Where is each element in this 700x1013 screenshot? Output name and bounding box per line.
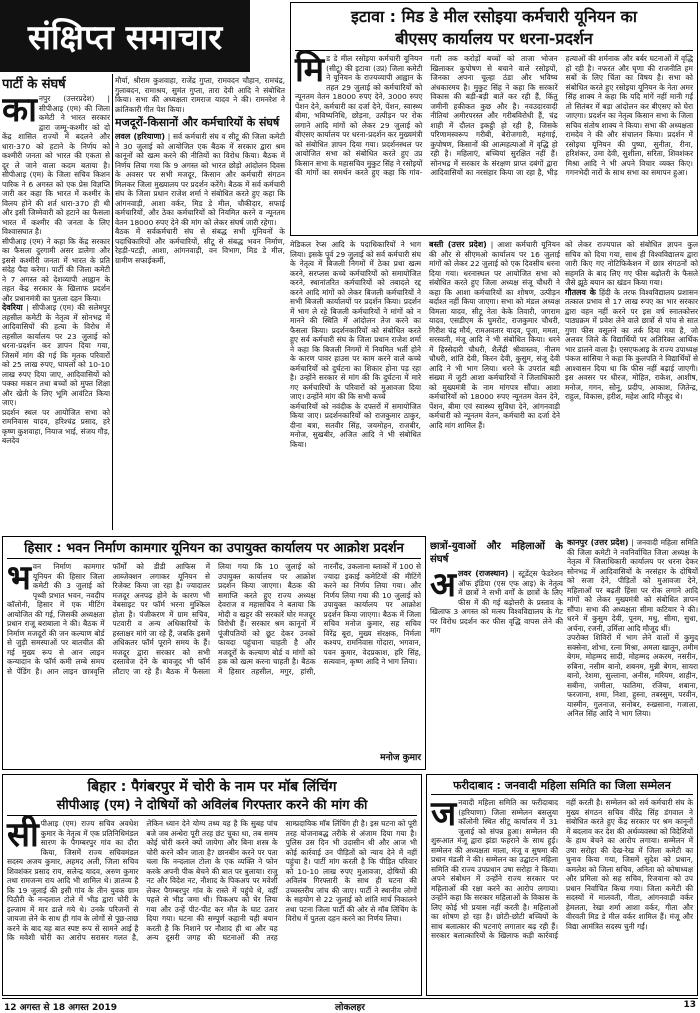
briefs-continuation-b	[565, 240, 698, 534]
kanpur-body: | जनवादी महिला समिति की जिला कमेटी ने नवनिर्वाचित जिला अध्यक्ष के नेतृत्व में जिलाधिकारी कार्यालय पर धरना देकर सोनभद्र में आदिवासियों के नरसंहार के दोषियों को सजा देने, पीड़ितों को मुआवजा देने, महिलाओं पर बढ़ती हिंसा पर रोक लगाने आदि मांगों को लेकर मुख्यमंत्री को संबोधित ज्ञापन सौंपा। सभा की अध्यक्षता सीमा कटियार ने की। धरने में कुसुम देवी, पूनम, मधु, सीमा, सुधा, अर्चना, रजनी, उर्मिला आदि मौजूद थीं।	[567, 538, 698, 633]
alwar-dropcap: अ	[430, 565, 456, 605]
alwar-body: | स्टूडेंट्स फेडरेशन ऑफ इंडिया (एस एफ आइ) के नेतृत्व में छात्रों ने सभी वर्गों के छात्रों के लिए फीस में की गई बढ़ोत्तरी के प्रस्ताव के खिलाफ 3 अगस्त को मत्स्य विश्वविद्यालय के गेट पर विरोध प्रदर्शन कर फीस वृद्धि वापस लेने की मांग	[430, 569, 563, 635]
middle-brief-body-2: बैठक में सर्वकर्मचारी संघ से संबद्ध सभी यूनियनों के पदाधिकारियों और कर्मचारियों, सीटू से संबद्ध भवन निर्माण, रेहड़ी-पटड़ी, आशा, आंगनवाड़ी, वन विभाग, मिड डे मील, ग्रामीण सफाईकर्मी,	[115, 227, 285, 265]
briefs-dateline-gautlav: गौतलव के	[565, 287, 596, 297]
bihar-headline-line1: बिहार : पैगंबरपुर में चोरी के नाम पर मॉब लिंचिंग	[87, 779, 337, 795]
section-title: संक्षिप्त समाचार	[0, 0, 250, 72]
alwar-dateline: लवर (राजस्थान)	[457, 569, 509, 578]
kanpur-dateline: कानपुर (उत्तर प्रदेश)	[567, 538, 629, 547]
hisar-story-body	[7, 558, 421, 750]
footer-paper-name: लोकलहर	[335, 1003, 365, 1012]
middle-brief-headline: मजदूरों-किसानों और कर्मचारियों के संघर्ष	[115, 116, 280, 129]
left-brief-dropcap: का	[2, 90, 37, 130]
bihar-dropcap: सी	[7, 815, 39, 855]
etawah-body: ड डे मील रसोइया कर्मचारी यूनियन (सीटू) की इटावा (उप्र) जिला कमेटी ने यूनियन के राज्यव्यापी आह्वान के तहत 29 जुलाई को कर्मचारियों को न्यूनतम वेतन 18000 रुपए देने, 3000 रुपए पेंशन देने, कर्मचारी का दर्जा देने, पेंशन, स्वास्थ्य बीमा, भविष्यनिधि, छोड़ना, उत्पीड़न पर रोक लगाने आदि मांगों को लेकर 29 जुलाई को बीएसए कार्यालय पर धरना-प्रदर्शन कर मुख्यमंत्री को संबोधित ज्ञापन दिया गया। प्रदर्शनस्थल पर आयोजित सभा को संबोधित करते हुए उप्र किसान सभा के महासचिव मुकुट सिंह ने रसोइयों की मांगों का समर्थन करते हुए कहा कि गांव-गली तक करोड़ों बच्चों को ताजा भोजन खिलाकर कुपोषण से बचाने वाले रसोइयों, जिनका अपना चूल्हा ठंडा और भविष्य अंधकारमय है। मुकुट सिंह ने कहा कि सरकारें विकास की बड़ी-बड़ी बातें कर रही हैं, किंतु जमीनी हकीकत कुछ और है। नवउदारवादी नीतियां अमीरपरस्त और गरीबविरोधी हैं, चंद्र शाही में दौलत इकट्ठी हो रही है, जिसके परिणामस्वरूप गरीबी, बेरोजगारी, महंगाई, कुपोषण, किसानों की आत्महत्याओं में वृद्धि हो रही है। महिलाएं, बच्चियां सुरक्षित नहीं हैं। सोनभद्र में सरकार के संरक्षण प्राप्त दबंगों द्वारा आदिवासियों का नरसंहार किया जा रहा है, भीड़ हत्याओं की शर्मनाक और बर्बर घटनाओं में वृद्धि हो रही है। नफरत और घृणा की राजनीति हम सबों के लिए चिंता का विषय है। सभा को संबोधित करते हुए रसोइया यूनियन के नेता अमर सिंह शाक्य ने कहा कि यदि मांगें नहीं मानी गईं तो सितंबर में बड़ा आंदोलन कर बीएसए को घेरा जाएगा। प्रदर्शन का नेतृत्व किसान सभा के जिला सचिव संतोष शाक्य ने किया। सभा की अध्यक्षता रामदेव ने की और संचालन किया। प्रदर्शन में रसोइया यूनियन की पुष्पा, सुनीता, रीना, हरिशंकर, उमा देवी, सुशीला, सरिता, शिवशंकर मिश्रा आदि ने भी अपने विचार व्यक्त किए। गगनभेदी नारों के साथ सभा का समापन हुआ।	[295, 54, 693, 177]
briefs-dateline-basti: बस्ती (उत्तर प्रदेश)	[429, 240, 487, 249]
left-brief-headline: पार्टी के संघर्ष	[2, 77, 66, 92]
bihar-story-body	[7, 815, 417, 987]
footer-rule	[2, 998, 698, 999]
briefs-body-6: हिंदी के तरफ विश्वविद्यालय प्रशासन तत्काल प्रभाव से 17 लाख रुपए का भार सरकार द्वारा वहन नहीं करने पर इस वर्ष स्नातकोत्तर पाठ्यक्रम में प्रवेश लेने वाले छात्रों से पांच से सात गुणा फीस वसूलने का तर्क दिया गया है, जो अलवर जिले के विद्यार्थियों पर अतिरिक्त आर्थिक भार डालने वाला है। एसएफआइ के राज्य उपाध्यक्ष पंकज सांसिया ने कहा कि कुलपति ने विद्यार्थियों से आश्वासन दिया था कि फीस नहीं बढ़ाई जाएगी। इस अवसर पर धीरज, मोहित, राकेश, आशीष, मनोज, गगन, सोनू, प्रदीप, आकाश, जितेन्द्र, राहुल, विकास, हरीश, महेश आदि मौजूद थे।	[565, 287, 698, 401]
briefs-continuation-a	[290, 240, 560, 534]
students-women-briefs	[430, 538, 563, 770]
briefs-body-2: कर्मचारियों को नवंदीक के दफ्तरों में समायोजित किया जाए। प्रदर्शनकारियों को राजकुमार ठाकुर, दीना बत्रा, सतवीर सिंह, जयमोहन, राजबीर, मनोज, सुखबीर, अजित आदि ने भी संबोधित किया।	[290, 401, 421, 449]
briefs-body-1: मेडिकल रेप्स आदि के पदाधिकारियों ने भाग लिया। इसके पूर्व 29 जुलाई को सर्व कर्मचारी संघ के नेतृत्व में बिजली निगमों में ठेका प्रथा खत्म करने, सरप्लस कच्चे कर्मचारियों को समायोजित करने, स्थानांतरित कर्मचारियों को तबादले रद्द करने आदि मांगों को लेकर बिजली कर्मचारियों ने सभी बिजली कार्यालयों पर प्रदर्शन किया। प्रदर्शन में भाग ले रहे बिजली कर्मचारियों ने मांगों को न मानने की स्थिति में आंदोलन तेज करने का फैसला किया। प्रदर्शनकारियों को संबोधित करते हुए सर्व कर्मचारी संघ के जिला प्रधान राजेश शर्मा ने कहा कि बिजली निगमों में नियमित भर्ती होने के कारण पावर हाउस पर काम करने वाले कच्चे कर्मचारियों को दुर्घटना का शिकार होना पड़ रहा है। उन्होंने सरकार से मांग की कि दुर्घटना में मारे गए कर्मचारियों के परिवारों को मुआवजा दिया जाए। उन्होंने मांग की कि सभी कच्चे	[290, 240, 421, 401]
bihar-headline-line2: सीपीआइ (एम) ने दोषियों को अविलंब गिरफ्तार करने की मांग की	[7, 797, 417, 816]
left-brief-body-3: | सीपीआइ (एम) की सलेमपुर तहसील कमेटी के नेतृत्व में सोनभद्र में आदिवासियों की हत्या के विरोध में तहसील कार्यालय पर 23 जुलाई को धरना-प्रदर्शन कर ज्ञापन दिया गया, जिसमें मांग की गई कि मृतक परिवारों को 25 लाख रुपए, घायलों को 10-10 लाख रुपए दिया जाए, आदिवासियों को पक्का मकान तथा बच्चों को मुफ्त शिक्षा और खेती के लिए भूमि आवंटित किया जाए।	[2, 303, 110, 407]
faridabad-body: नवादी महिला समिति का फरीदाबाद (हरियाणा) जिला सम्मेलन बसलुया कॉलोनी स्थित सीटू कार्यालय में 31 जुलाई को संपन्न हुआ। सम्मेलन की शुरूआत मंजू द्वारा झंडा फहराने के साथ हुई। सम्मेलन की अध्यक्षता माला, मंजू व सुषमा की प्रधान मंडली ने की। सम्मेलन का उद्घाटन महिला समिति की राज्य उपप्रधान उषा सरोहा ने किया। अपने संबोधन में उन्होंने राज्य सरकार पर महिलाओं की रक्षा करने का आरोप लगाया। उन्होंने कहा कि सरकार महिलाओं के विकास के लिए कोई भी प्रयास नहीं करती है। महिलाओं का शोषण हो रहा है। छोटी-छोटी बच्चियों के साथ बलात्कार की घटनाएं लगातार बढ़ रही हैं। सरकार बलात्कारियों के खिलाफ कड़ी कार्रवाई नहीं करती है। सम्मेलन को सर्व कर्मचारी संघ के मुख्य संगठन सचिव वीरेंद्र सिंह डंगवाल ने संबोधित करते हुए केंद्र सरकार पर श्रम कानूनों में बदलाव कर देश की अर्थव्यवस्था को विदेशियों के हाथ बेचने का आरोप लगाया। सम्मेलन में उषा सरोहा की देख-रेख में जिला कमेटी का चुनाव किया गया, जिसमें सुदेश को प्रधान, कमलेश को जिला सचिव, अनिता को कोषाध्यक्ष और प्रमिला को सह सचिव, रिजवाना को उप प्रधान निर्वाचित किया गया। जिला कमेटी की सदस्यों में मालवती, गीता, आंगनवाड़ी वर्कर हेमलता, रेखा शर्मा आशा वर्कर, गीता और वीरवती मिड डे मील वर्कर शामिल हैं। मंजू और विद्या आमंत्रित सदस्य चुनी गईं।	[431, 798, 693, 940]
footer-date: 12 अगस्त से 18 अगस्त 2019	[4, 1003, 117, 1012]
faridabad-story-body	[431, 794, 693, 988]
middle-brief-body-1: | सर्व कर्मचारी संघ व सीटू की जिला कमेटी ने 30 जुलाई को आयोजित एक बैठक में सरकार द्वारा श्रम कानूनों को खत्म करने की नीतियों का विरोध किया। बैठक में निर्णय लिया गया कि 9 अगस्त को भारत छोड़ो आंदोलन दिवस के अवसर पर सभी मजदूर, किसान और कर्मचारी संगठन मिलकर जिला मुख्यालय पर प्रदर्शन करेंगे। बैठक में सर्व कर्मचारी संघ के जिला प्रधान राजेश शर्मा ने संबोधित करते हुए कहा कि आंगनवाड़ी, आशा वर्कर, मिड डे मील, चौकीदार, सफाई कर्मचारियों, और ठेका कर्मचारियों को नियमित करने व न्यूनतम वेतन 18000 रुपए देने की मांग को लेकर संघर्ष जारी रहेगा।	[115, 132, 285, 227]
middle-brief-column	[115, 76, 285, 532]
left-brief-dateline-deoria: देवरिया	[2, 303, 23, 312]
bihar-body: पीआइ (एम) राज्य सचिव अवधेश कुमार के नेतृत्व में एक प्रतिनिधिमंडल सारण के पैगम्बरपुर गांव का दौरा किया, जिसमें राज्य सचिवमंडल सदस्य अजय कुमार, अहमद अली, जिला सचिव शिवशंकर प्रसाद राय, सलेन्द्र यादव, अरुण कुमार तथा रामजन्म राय आदि भी शामिल थे। ज्ञातव्य है कि 19 जुलाई की इसी गांव के तीन युवक ग्राम पिठौरी के नन्दलाल टोले में भीड़ द्वारा चोरी के इल्जाम में मार डाले गये थे। उनके परिजनों से जायजा लेने के साथ ही गांव के लोगों से पूछ-ताछ करने के बाद यह बात स्पष्ट रूप से सामने आई है कि मवेशी चोरी का आरोप सरासर गलत है, लेकिन ध्यान देने योग्य तथ्य यह है कि सुबह पांच बजे जब अन्धेरा पूरी तरह छंट चुका था, तब समय कोई चोरी करने क्यों जायेगा और बिना शस्त्र के चोरी करने कौन जाता है? छानबीन करने पर पता चला कि नन्दलाल टोला के एक व्यक्ति ने फोन करके अपनी पीक बेचने की बात पर बुलाया। राजु नट और विदेश नट, नौशाद के पिकअप पर मवेशी लेकर पैगम्बरपुर गांव के रास्ते में पहुंचे थे, वहीं पहले से भीड़ जमा थी। पिकअप को घेर लिया गया और उन्हें पीट-पीट कर मौत के घाट उतार दिया गया। घटना की सम्पूर्ण कहानी यही बयान करती है कि निशाने पर नौशाद ही था और यह अन्य दूसरी जगह की घटनाओं की तरह साम्प्रदायिक मॉब लिंचिंग ही है। इस घटना को पूरी तरह योजनाबद्ध तरीके से अंजाम दिया गया है। पुलिस उस दिन भी उदासीन थी और आज भी कोई कार्रवाई उन पीड़ितों को न्याय देने में नहीं पहुंचा है। पार्टी मांग करती है कि पीड़ित परिवार को 10-10 लाख रुपए मुआवजा, दोषियों की अविलंब गिरफ्तारी के साथ ही घटना की उच्चस्तरीय जांच की जाए। पार्टी ने स्थानीय लोगों के सहयोग से 22 जुलाई को शांति मार्च निकालने तथा पटना जिला पार्टी की ओर से मॉब लिंचिंग के विरोध में पुतला दहन करने का निर्णय लिया।	[7, 819, 417, 942]
left-brief-body-1: नपुर (उत्तरप्रदेश) | सीपीआइ (एम) की जिला कमेटी ने भारत सरकार द्वारा जम्मू-कश्मीर को दो केंद्र शासित राज्यों में बदलने और धारा-370 को हटाने के निर्णय को कश्मीरी जनता को भारत की एकता से दूर ले जाने वाला कदम बताया है। सीपीआइ (एम) के जिला सचिव किशन पारिक ने 6 अगस्त को एक प्रेस विज्ञप्ति जारी कर कहा कि भारत में कश्मीर के विलय होने की शर्त धारा-370 ही थी और इसी जिम्मेवारी को हटाने का फैसला भारत में कश्मीर की जनता के लिए विश्वासघात है।	[2, 94, 110, 236]
middle-brief-body-0: मौर्या, श्रीराम कुशवाहा, राजेंद्र गुप्ता, रामवदन चौहान, रामचंद्र, गुलाबदन, रामाश्रय, सुमंत गुप्ता, तारा देवी आदि ने संबोधित किया। सभा की अध्यक्षता रामराज यादव ने की। रामनरेश ने क्रांतिकारी गीत पेश किया।	[115, 76, 285, 114]
etawah-story-body	[295, 50, 693, 232]
faridabad-headline: फरीदाबाद : जनवादी महिला समिति का जिला सम्मेलन	[431, 778, 693, 795]
left-brief-column	[2, 76, 110, 532]
etawah-headline-line1: इटावा : मिड डे मील रसोइया कर्मचारी यूनियन का	[351, 7, 637, 26]
etawah-story-box	[290, 2, 698, 236]
middle-brief-dateline: लवल (हरियाणा)	[115, 132, 165, 141]
left-brief-body-4: प्रदर्शन स्थल पर आयोजित सभा को रामनिवास यादव, हरिश्चंद्र प्रसाद, हरे कृष्ण कुशवाहा, नियाज भाई, संजय गौड़, बलदेव	[2, 407, 110, 445]
students-women-headline: छात्रों-युवाओं और महिलाओं के संघर्ष	[430, 541, 563, 565]
column-divider	[112, 74, 113, 530]
footer-page-number: 13	[683, 1000, 696, 1010]
hisar-headline: हिसार : भवन निर्माण कामगार यूनियन का उपायुक्त कार्यालय पर आक्रोश प्रदर्शन	[7, 540, 421, 559]
hisar-story-box	[2, 536, 426, 770]
briefs-body-3: | आशा कर्मचारी यूनियन की और से सीएमओ कार्यालय पर 16 जुलाई मांगों को लेकर 22 जुलाई को एक दिवसीय धरना दिया गया। धरनास्थल पर आयोजित सभा को संबोधित करते हुए जिला अध्यक्ष संजू चौधरी ने कहा कि आशा कर्मचारियों का शोषण, उत्पीड़न बर्दाश्त नहीं किया जाएगा। सभा को मंडल अध्यक्ष विमला यादव, सीटू नेता केके तिवारी, जगराम यादव, एसडीएम के घुमरोट, राजकुमार चौधरी, गिरीश चंद्र मौर्य, रामअवतार यादव, पूजा, ममता, सरस्वती, मंजू आदि ने भी संबोधित किया। धरने में हिस्सेदारी चौधरी, शैलेंद्री श्रीवास्तव, नीलम चौधरी, शांति देवी, किरन देवी, कुसुम, संजू देवी आदि ने भी भाग लिया। धरने के उपरांत बड़ी संख्या में जुटी आशा कर्मचारियों ने जिलाधिकारी को मुख्यमंत्री के नाम मांगपत्र सौंपा। आशा कर्मचारियों को 18000 रुपए न्यूनतम वेतन देने, पेंशन, बीमा एवं स्वास्थ्य सुविधा देने, आंगनवाड़ी कर्मचारी को न्यूनतम वेतन, कर्मचारी का दर्जा देने आदि मांग शामिल हैं।	[429, 240, 560, 430]
hisar-body: वन निर्माण कामगार यूनियन की हिसार जिला कमेटी की 3 जुलाई को पृथ्वी प्रभात भवन, नवदीप कॉलोनी, हिसार में एक मीटिंग आयोजित की गई, जिसकी अध्यक्षता प्रधान राजू बराबाला ने की। बैठक में निर्माण मजदूरों की जन कल्याण बोर्ड से जुड़ी समस्याओं पर बातचीत की गई मुख्य रूप से आन लाइन कन्यादान के फॉर्म कमी लम्बे समय से पेंडिंग है। आन लाइन छात्रवृत्ति फॉर्मों को डीडी आफिस में आब्जेक्शन लगाकर यूनियन से रिजेक्ट किया जा रहा है। ज्यादातर मजदूर अनपढ़ होने के कारण भी वेबसाइट पर फॉर्म भरना मुश्किल होता है। पंजीकरण में ग्राम सचिव, पटवारी व अन्य अधिकारियों के हस्ताक्षर मांगे जा रहे हैं, जबकि इसमें अधिकतर फॉर्म पूराने समय के हैं। मजदूर द्वारा सरकार को सभी दस्तावेज देने के बावजूद भी फॉर्म लौटाए जा रहे हैं। बैठक में फैसला लिया गया कि 10 जुलाई को उपायुक्त कार्यालय पर आक्रोश प्रदर्शन किया जाएगा। बैठक की समाप्ति करते हुए राज्य अध्यक्ष देवराज व महासचिव ने बताया कि मोदी व खट्टर की सरकारें घोर मजदूर विरोधी हैं। सरकार श्रम कानूनों में पूंजीपतियों को छूट देकर उनको फायदा पहुंचाना चाहती है और मजदूरों के कल्याण बोर्ड व मांगों को हक को खत्म करना चाहती है। बैठक में हिसार तहसील, मगुर, हांसी, नारनौंद, उकलाना ब्लाकों में 100 से ज्यादा इकाई कमेटियों की मीटिंगें करने का निर्णय लिया गया। और निर्णय लिया गया की 10 जुलाई को उपायुक्त कार्यालय पर आक्रोश प्रदर्शन किया जाएगा। बैठक में जिला सचिव मनोज कुमार, सह सचिव विरेंद्र बूरा, मुख्य संरक्षक, निर्मला कश्यप, रामनिवास गोदारा, भगवान, पवन कुमार, वेदप्रकाश, हरि सिंह, सत्यवान, कृष्ण आदि ने भाग लिया।	[7, 562, 421, 676]
briefs-body-5: को लेकर राज्यपाल को संबोधित ज्ञापन कुल सचिव को दिया गया, साथ ही विश्वविद्यालय द्वारा जारी किए गए नोटिफिकेशन में छात्र संगठनों को सहमति के बाद लिए गए फीस बढ़ोतरी के फैसले जैसे झूठे बयान का खंडन किया गया।	[565, 240, 698, 287]
etawah-dropcap: मि	[295, 50, 325, 90]
etawah-headline-line2: बीएसए कार्यालय पर धरना-प्रदर्शन	[295, 28, 693, 51]
kanpur-briefs	[567, 538, 698, 770]
left-brief-body-2: सीपीआइ (एम) ने कहा कि केंद्र सरकार का फैसला दुरगामी असर डालेगा और इससे कश्मीरी जनता में भारत के प्रति संदेह पैदा करेगा। पार्टी की जिला कमेटी ने 7 अगस्त को देशव्यापी आह्वान के तहत केंद्र सरकार के खिलाफ प्रदर्शन और प्रधानमंत्री का पुतला दहन किया।	[2, 236, 110, 303]
hisar-byline: मनोज कुमार	[380, 753, 421, 763]
kanpur-body-2: उपरोक्त शिविरों में भाग लेने वालों में कुमुद सक्सेना, शोभा, रत्ना मिश्रा, अमला खातून, तमीम बेगम, मोहम्मद सादी, मोहम्मद अकरम, नसरीन, रुबिना, नसीम बानो, शबनम, मुन्नी बेगम, सायरा बानो, रेशमा, सुल्ताना, अनीस, मरियम, शाहीन, सबीना, जमीला, फातिमा, रजिया, शबाना, फरजाना, शमा, निशा, हुस्ना, तबस्सुम, परवीन, यास्मीन, गुलनाज, सनोबर, रुखसाना, गजाला, अनिल सिंह आदि ने भाग लिया।	[567, 633, 698, 718]
hisar-dropcap: भ	[7, 558, 31, 598]
faridabad-dropcap: ज	[431, 794, 457, 834]
faridabad-story-box	[426, 774, 698, 996]
bihar-story-box	[2, 774, 422, 996]
